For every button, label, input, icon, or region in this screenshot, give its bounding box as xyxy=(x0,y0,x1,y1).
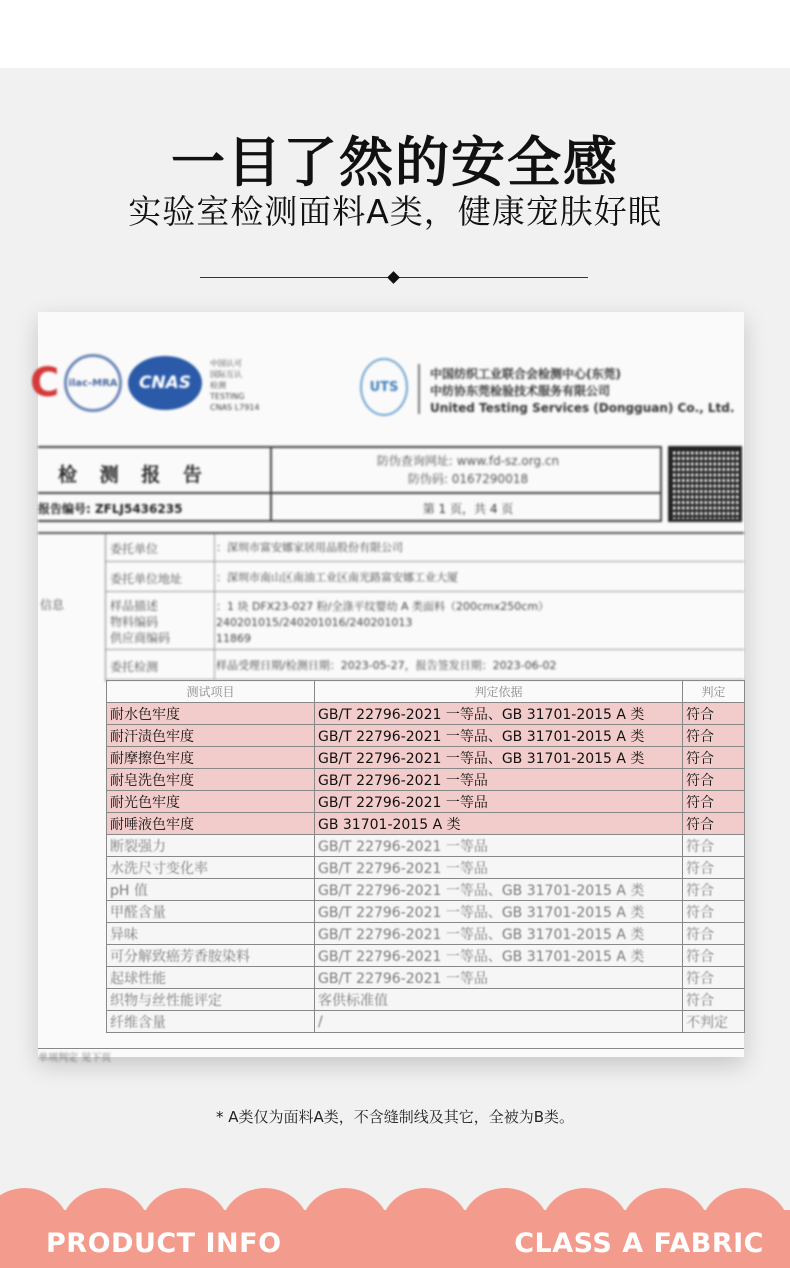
table-row-highlighted xyxy=(107,769,745,791)
test-results-table xyxy=(106,680,745,1033)
table-row xyxy=(107,945,745,967)
qr-code-icon xyxy=(668,446,742,522)
cell-text: 符合 xyxy=(686,904,714,921)
report-bottom-text: 单项判定 见下页 xyxy=(38,1053,112,1064)
table-header-cell: 判定 xyxy=(683,681,745,703)
org-line: United Testing Services (Dongguan) Co., Ltd. xyxy=(430,401,735,415)
cell-text: 异味 xyxy=(110,926,138,943)
header-divider xyxy=(38,492,660,494)
cell-text: 符合 xyxy=(686,948,714,965)
verify-site: 防伪查询网址: www.fd-sz.org.cn xyxy=(376,454,560,468)
cell-text: GB/T 22796-2021 一等品、GB 31701-2015 A 类 xyxy=(318,926,645,943)
test-item: 耐水色牢度 xyxy=(107,703,315,725)
test-item xyxy=(107,945,315,967)
info-label: 委托单位 xyxy=(110,542,159,556)
info-side-label: 信息 xyxy=(40,598,65,612)
test-verdict: 符合 xyxy=(683,747,745,769)
table-row-highlighted xyxy=(107,791,745,813)
test-item xyxy=(107,989,315,1011)
table-row-highlighted xyxy=(107,725,745,747)
table-row xyxy=(107,879,745,901)
table-row xyxy=(107,1011,745,1033)
info-row-address xyxy=(106,562,744,592)
test-verdict xyxy=(683,945,745,967)
cell-text: GB/T 22796-2021 一等品 xyxy=(318,860,488,877)
cma-line: TESTING xyxy=(210,392,245,401)
cell-text: 起球性能 xyxy=(110,970,166,987)
footer-banner xyxy=(0,1188,790,1268)
test-standard: GB/T 22796-2021 一等品、GB 31701-2015 A 类 xyxy=(315,703,683,725)
test-item: 耐汗渍色牢度 xyxy=(107,725,315,747)
sample-label: 样品描述 xyxy=(110,599,159,613)
test-standard xyxy=(315,901,683,923)
footer-right-label: CLASS A FABRIC xyxy=(514,1228,764,1259)
sample-label: 物料编码 xyxy=(110,615,159,629)
info-label xyxy=(106,598,216,646)
cell-text: 断裂强力 xyxy=(110,838,166,855)
cell-text: GB/T 22796-2021 一等品 xyxy=(318,838,488,855)
info-label: 委托单位地址 xyxy=(110,572,183,586)
sample-value: 11869 xyxy=(216,632,251,645)
table-header-cell: 测试项目 xyxy=(107,681,315,703)
test-verdict: 符合 xyxy=(683,813,745,835)
info-row-sample xyxy=(106,592,744,650)
test-verdict: 符合 xyxy=(683,791,745,813)
sample-value: ：1 块 DFX23-027 粉/全涤平纹婴幼 A 类面料（200cmx250cm） xyxy=(216,600,550,613)
info-row-entrust xyxy=(106,650,744,680)
cell-text: pH 值 xyxy=(110,882,148,899)
report-number: 报告编号: ZFLJ5436235 xyxy=(38,502,183,516)
table-row-highlighted xyxy=(107,813,745,835)
test-verdict xyxy=(683,967,745,989)
test-item xyxy=(107,901,315,923)
table-header-cell: 判定依据 xyxy=(315,681,683,703)
info-side-column xyxy=(38,534,106,682)
test-verdict xyxy=(683,835,745,857)
test-standard xyxy=(315,857,683,879)
sample-value: 240201015/240201016/240201013 xyxy=(216,616,413,629)
test-standard xyxy=(315,945,683,967)
test-item xyxy=(107,835,315,857)
org-line: 中国纺织工业联合会检测中心(东莞) xyxy=(430,367,621,381)
cell-text: / xyxy=(318,1013,323,1030)
cell-text: 符合 xyxy=(686,882,714,899)
test-verdict xyxy=(683,857,745,879)
verify-code: 防伪码: 0167290018 xyxy=(407,472,529,486)
cell-text: GB/T 22796-2021 一等品、GB 31701-2015 A 类 xyxy=(318,948,645,965)
ilac-mra-logo: ilac-MRA xyxy=(64,354,122,412)
table-row xyxy=(107,857,745,879)
test-standard xyxy=(315,879,683,901)
logo-c-icon: C xyxy=(30,360,60,406)
cell-text: 符合 xyxy=(686,992,714,1009)
info-value: ：深圳市南山区南油工业区南光路富安娜工业大厦 xyxy=(216,571,458,584)
cell-text: 符合 xyxy=(686,926,714,943)
test-standard xyxy=(315,967,683,989)
cell-text: 可分解致癌芳香胺染料 xyxy=(110,948,250,965)
test-standard: GB/T 22796-2021 一等品 xyxy=(315,769,683,791)
table-row xyxy=(107,967,745,989)
report-title: 检 测 报 告 xyxy=(58,464,210,486)
cma-line: 中国认可 xyxy=(210,359,242,368)
test-item xyxy=(107,967,315,989)
cell-text: 符合 xyxy=(686,860,714,877)
test-item: 耐摩擦色牢度 xyxy=(107,747,315,769)
cell-text: GB/T 22796-2021 一等品、GB 31701-2015 A 类 xyxy=(318,882,645,899)
test-verdict xyxy=(683,923,745,945)
footnote: * A类仅为面料A类，不含缝制线及其它，全被为B类。 xyxy=(215,1108,575,1126)
cell-text: 客供标准值 xyxy=(318,992,388,1009)
cell-text: 符合 xyxy=(686,838,714,855)
test-verdict xyxy=(683,989,745,1011)
test-item: 耐光色牢度 xyxy=(107,791,315,813)
test-standard xyxy=(315,923,683,945)
cell-text: 符合 xyxy=(686,970,714,987)
test-standard: GB/T 22796-2021 一等品、GB 31701-2015 A 类 xyxy=(315,747,683,769)
table-row-highlighted xyxy=(107,747,745,769)
table-row xyxy=(107,989,745,1011)
cell-text: 水洗尺寸变化率 xyxy=(110,860,208,877)
test-standard: GB 31701-2015 A 类 xyxy=(315,813,683,835)
test-item: 耐皂洗色牢度 xyxy=(107,769,315,791)
uts-logo: UTS xyxy=(360,358,408,416)
test-standard: GB/T 22796-2021 一等品、GB 31701-2015 A 类 xyxy=(315,725,683,747)
test-standard xyxy=(315,1011,683,1033)
page-subtitle: 实验室检测面料A类，健康宠肤好眠 xyxy=(128,192,662,231)
cnas-logo: CNAS xyxy=(128,356,202,410)
test-verdict xyxy=(683,1011,745,1033)
cma-line: CNAS L7914 xyxy=(210,403,260,412)
logo-separator xyxy=(418,364,420,414)
test-verdict: 符合 xyxy=(683,769,745,791)
report-header-left xyxy=(38,448,272,520)
cell-text: GB/T 22796-2021 一等品 xyxy=(318,970,488,987)
test-item xyxy=(107,1011,315,1033)
test-verdict: 符合 xyxy=(683,725,745,747)
info-row-client xyxy=(106,534,744,562)
cell-text: 织物与丝性能评定 xyxy=(110,992,222,1009)
test-standard xyxy=(315,835,683,857)
info-value xyxy=(216,599,549,647)
cell-text: 甲醛含量 xyxy=(110,904,166,921)
table-row xyxy=(107,923,745,945)
page-title: 一目了然的安全感 xyxy=(171,131,619,194)
report-info-block xyxy=(38,532,744,680)
cell-text: 纤维含量 xyxy=(110,1014,166,1031)
cma-line: 国际互认 xyxy=(210,370,242,379)
info-value: 样品受理日期/检测日期：2023-05-27，报告签发日期：2023-06-02 xyxy=(216,659,557,672)
info-label: 委托检测 xyxy=(110,660,159,674)
table-row xyxy=(107,901,745,923)
footer-left-label: PRODUCT INFO xyxy=(46,1228,282,1259)
org-name xyxy=(430,366,734,417)
cell-text: 不判定 xyxy=(686,1014,728,1031)
test-verdict xyxy=(683,901,745,923)
table-row xyxy=(107,835,745,857)
info-value: ：深圳市富安娜家居用品股份有限公司 xyxy=(216,541,403,554)
test-verdict: 符合 xyxy=(683,703,745,725)
report-bottom-strip xyxy=(38,1048,744,1057)
verify-info xyxy=(290,452,646,488)
test-standard xyxy=(315,989,683,1011)
test-item xyxy=(107,857,315,879)
org-line: 中纺协东莞检验技术服务有限公司 xyxy=(430,384,611,398)
report-header-box xyxy=(38,446,662,522)
table-row-highlighted xyxy=(107,703,745,725)
cell-text: GB/T 22796-2021 一等品、GB 31701-2015 A 类 xyxy=(318,904,645,921)
page-number: 第 1 页，共 4 页 xyxy=(422,502,514,516)
cma-logo-text xyxy=(210,358,259,413)
test-item xyxy=(107,923,315,945)
sample-label: 供应商编码 xyxy=(110,631,171,645)
table-header-row xyxy=(107,681,745,703)
test-item xyxy=(107,879,315,901)
test-standard: GB/T 22796-2021 一等品 xyxy=(315,791,683,813)
test-verdict xyxy=(683,879,745,901)
test-report-image xyxy=(30,312,744,1064)
cma-line: 检测 xyxy=(210,381,226,390)
test-item: 耐唾液色牢度 xyxy=(107,813,315,835)
